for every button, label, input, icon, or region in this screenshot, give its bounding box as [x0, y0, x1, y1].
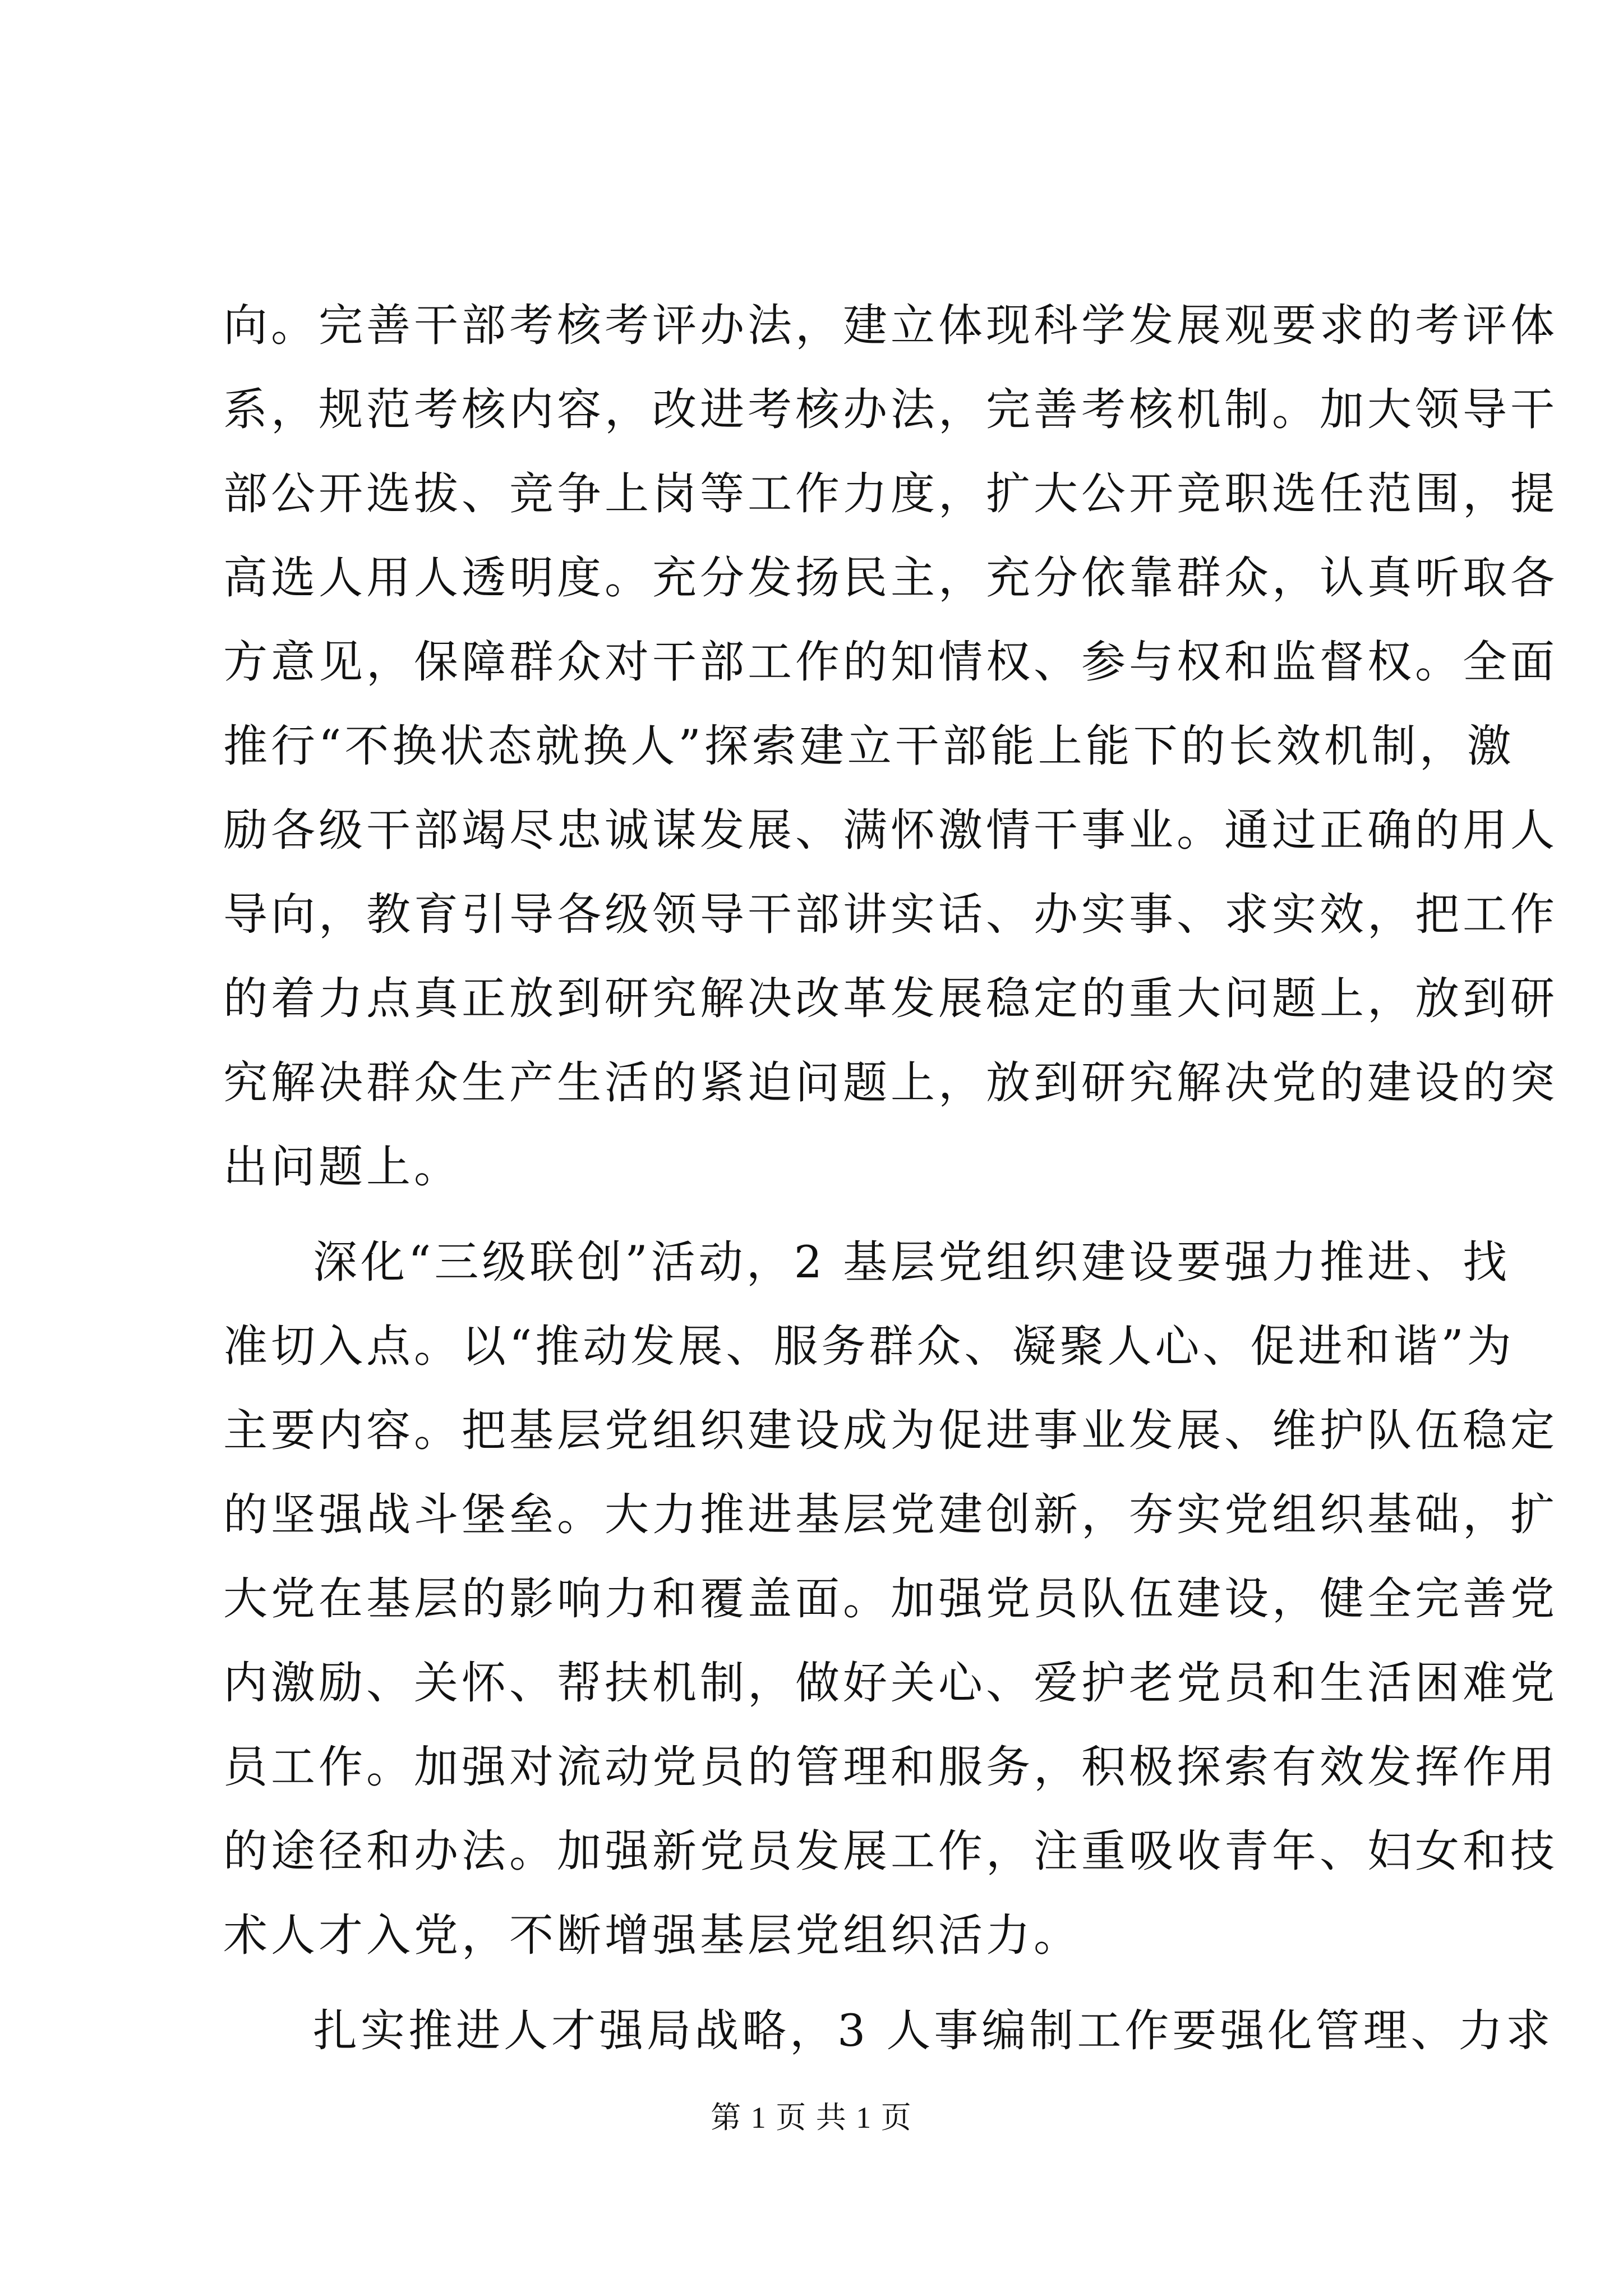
paragraph-1-line-5: 方意见，保障群众对干部工作的知情权、参与权和监督权。全面	[223, 636, 1558, 688]
paragraph-1-line-9: 的着力点真正放到研究解决改革发展稳定的重大问题上，放到研	[223, 973, 1558, 1024]
paragraph-2-line-1: 深化“三级联创”活动，2 基层党组织建设要强力推进、找	[313, 1236, 1511, 1288]
paragraph-2-line-4: 的坚强战斗堡垒。大力推进基层党建创新，夯实党组织基础，扩	[223, 1489, 1558, 1540]
page-number-footer: 第 1 页 共 1 页	[711, 2101, 912, 2134]
paragraph-2-line-8: 的途径和办法。加强新党员发展工作，注重吸收青年、妇女和技	[223, 1825, 1558, 1877]
paragraph-1-line-10: 究解决群众生产生活的紧迫问题上，放到研究解决党的建设的突	[223, 1057, 1558, 1108]
paragraph-2-line-7: 员工作。加强对流动党员的管理和服务，积极探索有效发挥作用	[223, 1741, 1558, 1793]
paragraph-2-line-5: 大党在基层的影响力和覆盖面。加强党员队伍建设，健全完善党	[223, 1573, 1558, 1625]
paragraph-2-line-9: 术人才入党，不断增强基层党组织活力。	[223, 1910, 1081, 1961]
paragraph-1-line-7: 励各级干部竭尽忠诚谋发展、满怀激情干事业。通过正确的用人	[223, 804, 1558, 856]
paragraph-1-line-11: 出问题上。	[223, 1141, 462, 1193]
paragraph-2-line-2: 准切入点。以“推动发展、服务群众、凝聚人心、促进和谐”为	[223, 1320, 1515, 1372]
paragraph-1-line-6: 推行“不换状态就换人”探索建立干部能上能下的长效机制，激	[223, 720, 1515, 772]
paragraph-3-line-1: 扎实推进人才强局战略，3 人事编制工作要强化管理、力求	[313, 2005, 1554, 2056]
paragraph-1-line-3: 部公开选拔、竞争上岗等工作力度，扩大公开竞职选任范围，提	[223, 468, 1558, 519]
paragraph-1-line-8: 导向，教育引导各级领导干部讲实话、办实事、求实效，把工作	[223, 889, 1558, 940]
paragraph-1-line-4: 高选人用人透明度。充分发扬民主，充分依靠群众，认真听取各	[223, 552, 1558, 604]
paragraph-1-line-2: 系，规范考核内容，改进考核办法，完善考核机制。加大领导干	[223, 384, 1558, 435]
paragraph-1-line-1: 向。完善干部考核考评办法，建立体现科学发展观要求的考评体	[223, 300, 1558, 351]
paragraph-2-line-6: 内激励、关怀、帮扶机制，做好关心、爱护老党员和生活困难党	[223, 1657, 1558, 1709]
paragraph-2-line-3: 主要内容。把基层党组织建设成为促进事业发展、维护队伍稳定	[223, 1405, 1558, 1456]
